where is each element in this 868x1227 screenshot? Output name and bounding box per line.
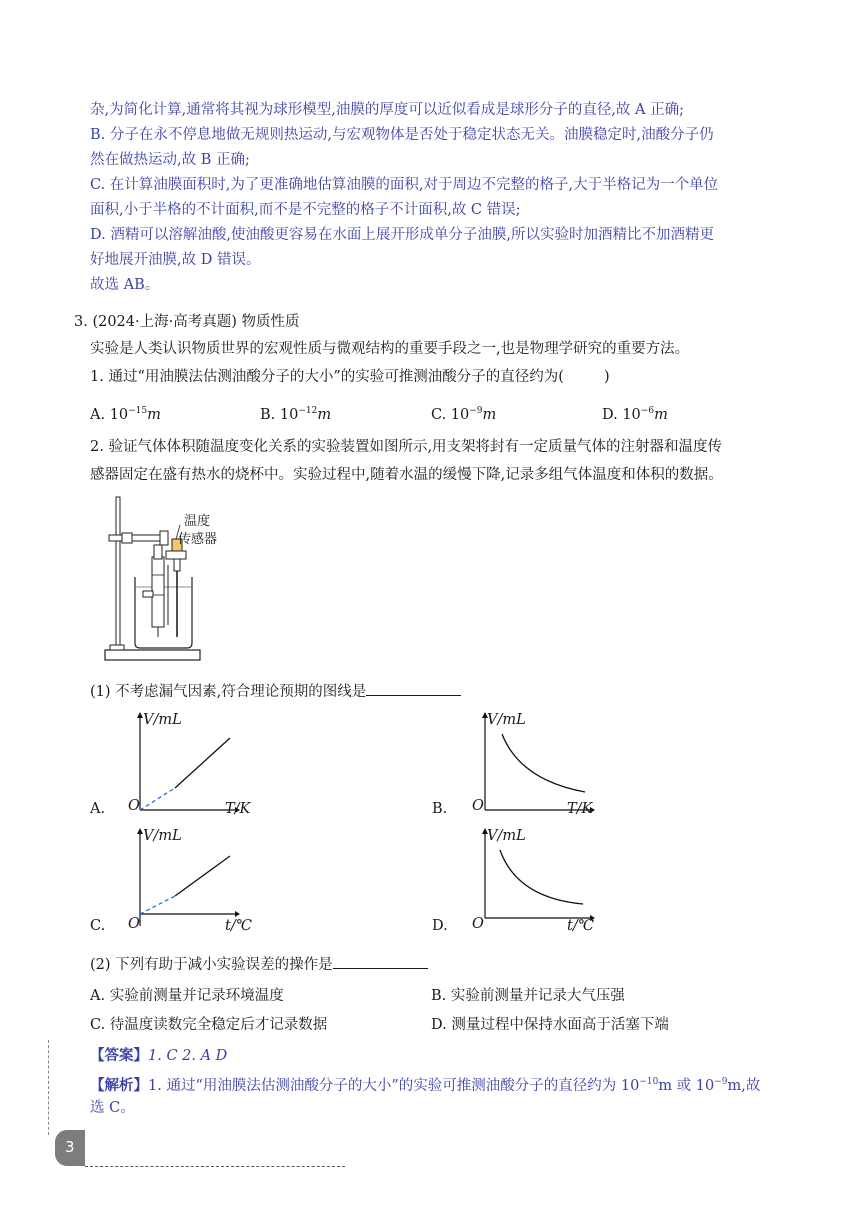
question-2-stem-line: 感器固定在盛有热水的烧杯中。实验过程中,随着水温的缓慢下降,记录多组气体温度和体积的数据。 [90,467,723,483]
graph-a-origin: O [128,798,140,814]
analysis-line: 然在做热运动,故 B 正确; [90,152,250,168]
option-exponent: −12 [298,406,318,416]
analysis-exponent: −10 [639,1077,659,1087]
sensor-label: 温度 [184,514,211,529]
graph-d-origin: O [472,916,484,932]
option-label: D. 10 [602,406,641,423]
analysis-line: D. 酒精可以溶解油酸,使油酸更容易在水面上展开形成单分子油膜,所以实验时加酒精比不加酒精更 [90,227,715,243]
graph-a-xlabel: T/K [225,801,251,817]
q2-option-d[interactable]: D. 测量过程中保持水面高于活塞下端 [431,1017,669,1033]
apparatus-diagram [100,495,240,665]
q1-option-a[interactable] [90,401,161,425]
option-unit: m [147,406,161,423]
graph-b-xlabel: T/K [567,801,593,817]
sub-question-2-text: (2) 下列有助于减小实验误差的操作是 [90,957,333,973]
analysis-text: m 或 10 [658,1077,715,1094]
option-unit: m [654,406,668,423]
option-exponent: −6 [640,406,655,416]
question-1-close: ) [603,369,610,385]
question-1-text: 1. 通过“用油膜法估测油酸分子的大小”的实验可推测油酸分子的直径约为( [90,369,564,385]
answer-text: 1. C 2. A D [148,1048,228,1064]
graph-b-origin: O [472,798,484,814]
analysis-line: 面积,小于半格的不计面积,而不是不完整的格子不计面积,故 C 错误; [90,202,521,218]
q2-option-a[interactable]: A. 实验前测量并记录环境温度 [90,988,284,1004]
option-exponent: −15 [128,406,148,416]
answer-blank[interactable] [366,679,461,696]
graph-b-ylabel: V/mL [487,712,526,728]
analysis-line: 故选 AB。 [90,277,160,293]
page-number: 3 [65,1138,75,1156]
q1-option-d[interactable] [602,401,668,425]
graph-c-origin: O [128,916,140,932]
q1-option-c[interactable] [431,401,496,425]
question-2-stem-line: 2. 验证气体体积随温度变化关系的实验装置如图所示,用支架将封有一定质量气体的注射器和温度传 [90,439,723,455]
graph-d-letter[interactable]: D. [432,918,448,934]
footer-divider [85,1166,345,1167]
analysis-line: 好地展开油膜,故 D 错误。 [90,252,261,268]
sub-question-1 [90,679,461,702]
graph-c-letter[interactable]: C. [90,918,106,934]
analysis-line: B. 分子在永不停息地做无规则热运动,与宏观物体是否处于稳定状态无关。油膜稳定时,油酸分子仍 [90,127,714,143]
option-label: C. 10 [431,406,470,423]
option-label: A. 10 [90,406,129,423]
q2-option-b[interactable]: B. 实验前测量并记录大气压强 [431,988,625,1004]
answer-line [90,1046,227,1066]
analysis-line: 杂,为简化计算,通常将其视为球形模型,油膜的厚度可以近似看成是球形分子的直径,故 A 正确; [90,102,685,118]
sub-question-2 [90,952,428,975]
graph-a-letter[interactable]: A. [90,801,106,817]
graph-b-letter[interactable]: B. [432,801,448,817]
analysis-text: m,故 [727,1077,761,1094]
analysis-block-line [90,1072,760,1096]
graph-c-ylabel: V/mL [143,828,182,844]
graph-d-ylabel: V/mL [487,828,526,844]
question-1-stem [90,367,610,387]
q1-option-b[interactable] [260,401,331,425]
analysis-exponent: −9 [714,1077,728,1087]
sub-question-1-text: (1) 不考虑漏气因素,符合理论预期的图线是 [90,684,367,700]
option-unit: m [482,406,497,423]
option-exponent: −9 [469,406,483,416]
graph-a-ylabel: V/mL [143,712,182,728]
option-unit: m [317,406,332,423]
graph-d-xlabel: t/℃ [567,918,594,934]
q2-option-c[interactable]: C. 待温度读数完全稳定后才记录数据 [90,1017,328,1033]
question-header: 3. (2024·上海·高考真题) 物质性质 [74,314,300,330]
question-intro: 实验是人类认识物质世界的宏观性质与微观结构的重要手段之一,也是物理学研究的重要方法。 [90,341,690,357]
analysis-text: 1. 通过“用油膜法估测油酸分子的大小”的实验可推测油酸分子的直径约为 10 [148,1077,640,1094]
margin-divider [48,1040,49,1135]
analysis-label: 【解析】 [90,1076,148,1094]
answer-blank[interactable] [333,952,428,969]
analysis-block-line: 选 C。 [90,1100,135,1116]
graph-c-xlabel: t/℃ [225,918,252,934]
answer-label: 【答案】 [90,1047,148,1064]
analysis-line: C. 在计算油膜面积时,为了更准确地估算油膜的面积,对于周边不完整的格子,大于半格记为一个单位 [90,177,719,193]
sensor-label: 传感器 [178,532,218,547]
option-label: B. 10 [260,406,299,423]
